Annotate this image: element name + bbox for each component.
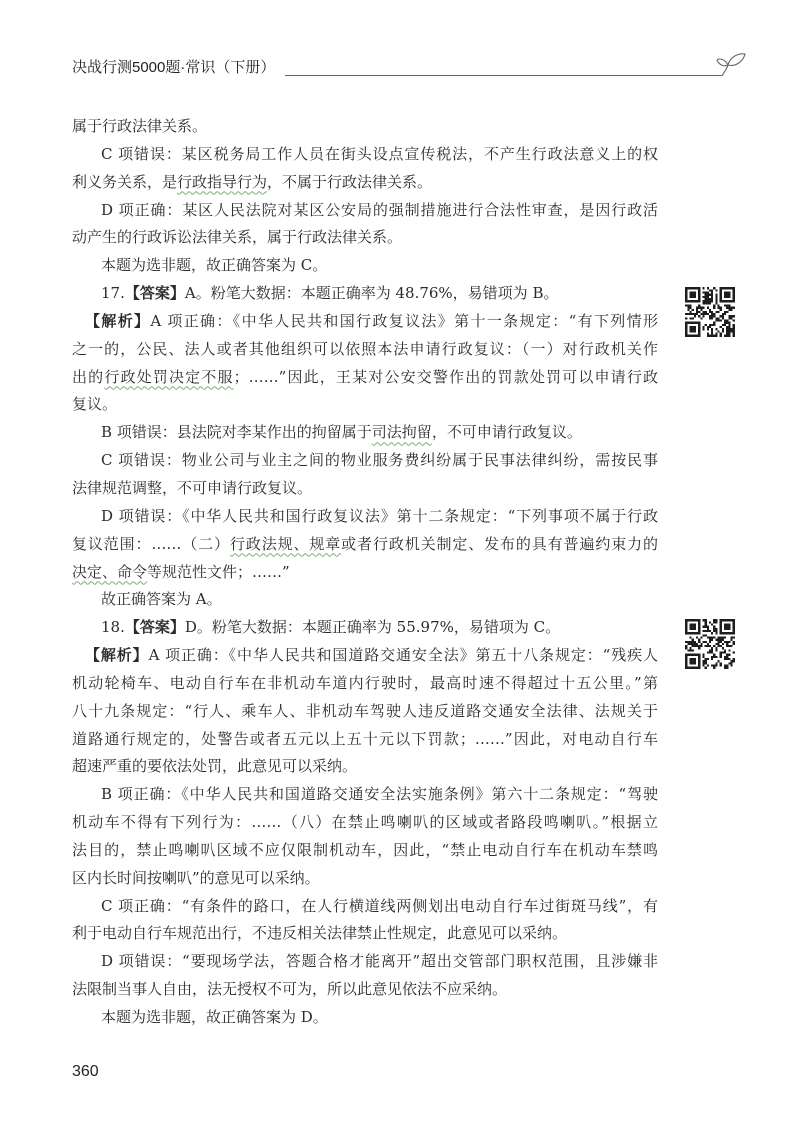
text-run: D。粉笔大数据：本题正确率为 55.97%，易错项为 C。	[184, 618, 561, 637]
text-run: C 项错误：某区税务局工作人员在街头设点宣传税法，不产生行政法意义上的权	[101, 144, 658, 163]
sprout-icon	[716, 50, 746, 78]
body-text	[72, 113, 658, 1032]
emphasized-text: 行政法规、规章	[229, 534, 342, 553]
paragraph	[72, 893, 658, 949]
text-line	[72, 948, 658, 976]
text-line	[72, 308, 658, 336]
text-line	[72, 1004, 658, 1032]
bold-label: 【解析】	[85, 646, 149, 665]
paragraph	[72, 141, 658, 197]
text-line	[72, 197, 658, 225]
header-rule	[285, 75, 722, 76]
qr-code	[683, 285, 737, 339]
text-run: 动产生的行政诉讼法律关系，属于行政法律关系。	[72, 228, 403, 247]
text-line	[72, 920, 658, 948]
paragraph	[72, 614, 658, 642]
text-line	[72, 336, 658, 364]
emphasized-text: 司法拘留	[371, 423, 432, 442]
text-line	[72, 141, 658, 169]
text-run: 属于行政法律关系。	[72, 117, 208, 135]
text-run: 复议。	[72, 395, 118, 414]
paragraph	[72, 252, 658, 280]
text-line	[72, 531, 658, 559]
text-line	[72, 642, 658, 670]
text-line	[72, 781, 658, 809]
paragraph	[72, 113, 658, 141]
text-line	[72, 475, 658, 503]
text-line	[72, 586, 658, 614]
text-run: 等规范性文件；……”	[147, 562, 290, 581]
paragraph	[72, 447, 658, 503]
text-line	[72, 113, 658, 141]
text-line	[72, 614, 658, 642]
text-line	[72, 698, 658, 726]
paragraph	[72, 197, 658, 253]
text-run: 本题为选非题，故正确答案为 D。	[101, 1008, 328, 1026]
text-run: C 项错误：物业公司与业主之间的物业服务费纠纷属于民事法律纠纷，需按民事	[101, 451, 658, 470]
text-run: 法目的，禁止鸣喇叭区域不应仅限制机动车，因此，“禁止电动自行车在机动车禁鸣	[72, 840, 658, 859]
text-line	[72, 809, 658, 837]
text-run: 故正确答案为 A。	[101, 590, 222, 609]
text-line	[72, 447, 658, 475]
text-line	[72, 976, 658, 1004]
text-run: 之一的，公民、法人或者其他组织可以依照本法申请行政复议：（一）对行政机关作	[72, 339, 658, 358]
text-line	[72, 726, 658, 754]
text-run: 法律规范调整，不可申请行政复议。	[72, 478, 313, 497]
text-run: A。粉笔大数据：本题正确率为 48.76%，易错项为 B。	[184, 284, 559, 303]
text-line	[72, 280, 658, 308]
text-line	[72, 364, 658, 392]
text-run: B 项正确：《中华人民共和国道路交通安全法实施条例》第六十二条规定：“驾驶	[101, 785, 658, 804]
text-line	[72, 865, 658, 893]
paragraph	[72, 503, 658, 587]
text-line	[72, 837, 658, 865]
text-run: B 项错误：县法院对李某作出的拘留属于	[101, 423, 372, 442]
text-run: ；……”因此，王某对公安交警作出的罚款处罚可以申请行政	[233, 367, 658, 386]
text-run: 八十九条规定：“行人、乘车人、非机动车驾驶人违反道路交通安全法律、法规关于	[72, 701, 658, 720]
emphasized-text: 行政处罚决定不服	[104, 367, 234, 386]
text-run: D 项错误：《中华人民共和国行政复议法》第十二条规定：“下列事项不属于行政	[101, 506, 658, 525]
bold-label: 【答案】	[124, 284, 185, 303]
text-line	[72, 753, 658, 781]
text-line	[72, 252, 658, 280]
paragraph	[72, 308, 658, 419]
text-line	[72, 169, 658, 197]
text-run: C 项正确：“有条件的路口，在人行横道线两侧划出电动自行车过街斑马线”，有	[101, 896, 658, 915]
text-line	[72, 670, 658, 698]
text-run: 道路通行规定的，处警告或者五元以上五十元以下罚款；……”因此，对电动自行车	[72, 729, 658, 748]
running-header	[72, 58, 722, 78]
text-run: ，不属于行政法律关系。	[267, 172, 433, 191]
paragraph	[72, 781, 658, 892]
paragraph	[72, 419, 658, 447]
text-run: 机动车不得有下列行为：……（八）在禁止鸣喇叭的区域或者路段鸣喇叭。”根据立	[72, 813, 658, 832]
bold-label: 【解析】	[85, 311, 151, 330]
text-run: 本题为选非题，故正确答案为 C。	[101, 256, 328, 275]
text-run: D 项错误：“要现场学法，答题合格才能离开”超出交管部门职权范围，且涉嫌非	[101, 952, 658, 971]
page-number: 360	[72, 1063, 99, 1080]
text-line	[72, 503, 658, 531]
text-run: 出的	[72, 367, 105, 386]
text-run: 利义务关系，是	[72, 172, 178, 191]
text-line	[72, 391, 658, 419]
text-line	[72, 224, 658, 252]
text-run: 超速严重的要依法处罚，此意见可以采纳。	[72, 757, 358, 776]
text-run: 复议范围：……（二）	[72, 534, 230, 553]
bold-label: 【答案】	[124, 618, 185, 637]
text-run: 或者行政机关制定、发布的具有普遍约束力的	[341, 534, 658, 553]
paragraph	[72, 586, 658, 614]
text-run: D 项正确：某区人民法院对某区公安局的强制措施进行合法性审查，是因行政活	[101, 200, 658, 219]
text-run: 机动轮椅车、电动自行车在非机动车道内行驶时，最高时速不得超过十五公里。”第	[72, 673, 658, 692]
text-line	[72, 559, 658, 587]
text-run: 利于电动自行车规范出行，不违反相关法律禁止性规定，此意见可以采纳。	[72, 924, 568, 943]
text-line	[72, 419, 658, 447]
paragraph	[72, 642, 658, 781]
qr-code	[683, 617, 737, 671]
paragraph	[72, 1004, 658, 1032]
header-title: 决战行测5000题·常识（下册）	[72, 59, 276, 76]
text-run: 区内长时间按喇叭”的意见可以采纳。	[72, 868, 320, 887]
paragraph	[72, 948, 658, 1004]
text-run: A 项正确：《中华人民共和国行政复议法》第十一条规定：“有下列情形	[150, 311, 658, 330]
text-run: A 项正确：《中华人民共和国道路交通安全法》第五十八条规定：“残疾人	[148, 646, 658, 665]
text-run: 17.	[101, 284, 125, 303]
paragraph	[72, 280, 658, 308]
emphasized-text: 决定、命令	[72, 562, 148, 581]
emphasized-text: 行政指导行为	[177, 172, 268, 191]
text-run: ，不可申请行政复议。	[431, 423, 582, 442]
text-run: 法限制当事人自由，法无授权不可为，所以此意见依法不应采纳。	[72, 980, 508, 999]
text-run: 18.	[101, 618, 125, 637]
text-line	[72, 893, 658, 921]
